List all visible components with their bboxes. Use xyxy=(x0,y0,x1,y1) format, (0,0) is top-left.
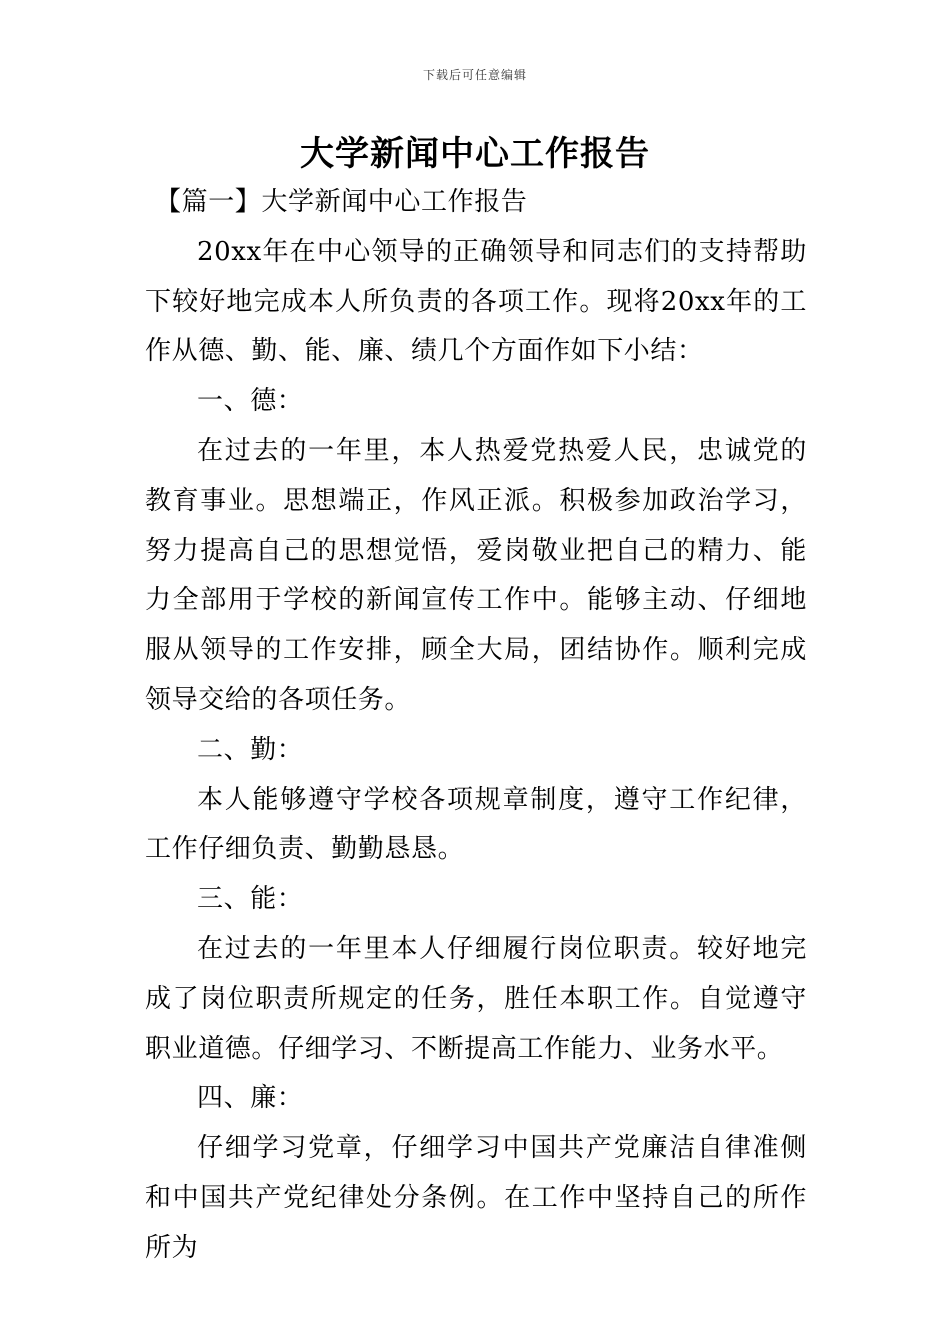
section-heading-neng: 三、能： xyxy=(197,884,304,915)
document-body xyxy=(145,178,807,1274)
header-note: 下载后可任意编辑 xyxy=(422,68,527,82)
part-heading: 【篇一】大学新闻中心工作报告 xyxy=(155,187,528,217)
paragraph-de: 在过去的一年里，本人热爱党热爱人民，忠诚党的教育事业。思想端正，作风正派。积极参加政治学习，努力提高自己的思想觉悟，爱岗敬业把自己的精力、能力全部用于学校的新闻宣传工作中。能够主动、仔细地服从领导的工作安排，顾全大局，团结协作。顺利完成领导交给的各项任务。 xyxy=(145,435,807,715)
section-heading-de: 一、德： xyxy=(197,386,304,417)
document-title: 大学新闻中心工作报告 xyxy=(300,134,650,174)
section-heading-qin: 二、勤： xyxy=(197,734,304,765)
paragraph-lian: 仔细学习党章，仔细学习中国共产党廉洁自律准侧和中国共产党纪律处分条例。在工作中坚持自己的所作所为 xyxy=(145,1133,807,1263)
paragraph-qin: 本人能够遵守学校各项规章制度，遵守工作纪律，工作仔细负责、勤勤恳恳。 xyxy=(145,784,807,865)
paragraph-intro: 20xx年在中心领导的正确领导和同志们的支持帮助下较好地完成本人所负责的各项工作。现将20xx年的工作从德、勤、能、廉、绩几个方面作如下小结： xyxy=(145,236,807,367)
paragraph-neng: 在过去的一年里本人仔细履行岗位职责。较好地完成了岗位职责所规定的任务，胜任本职工作。自觉遵守职业道德。仔细学习、不断提高工作能力、业务水平。 xyxy=(145,933,807,1064)
section-heading-lian: 四、廉： xyxy=(197,1083,304,1114)
